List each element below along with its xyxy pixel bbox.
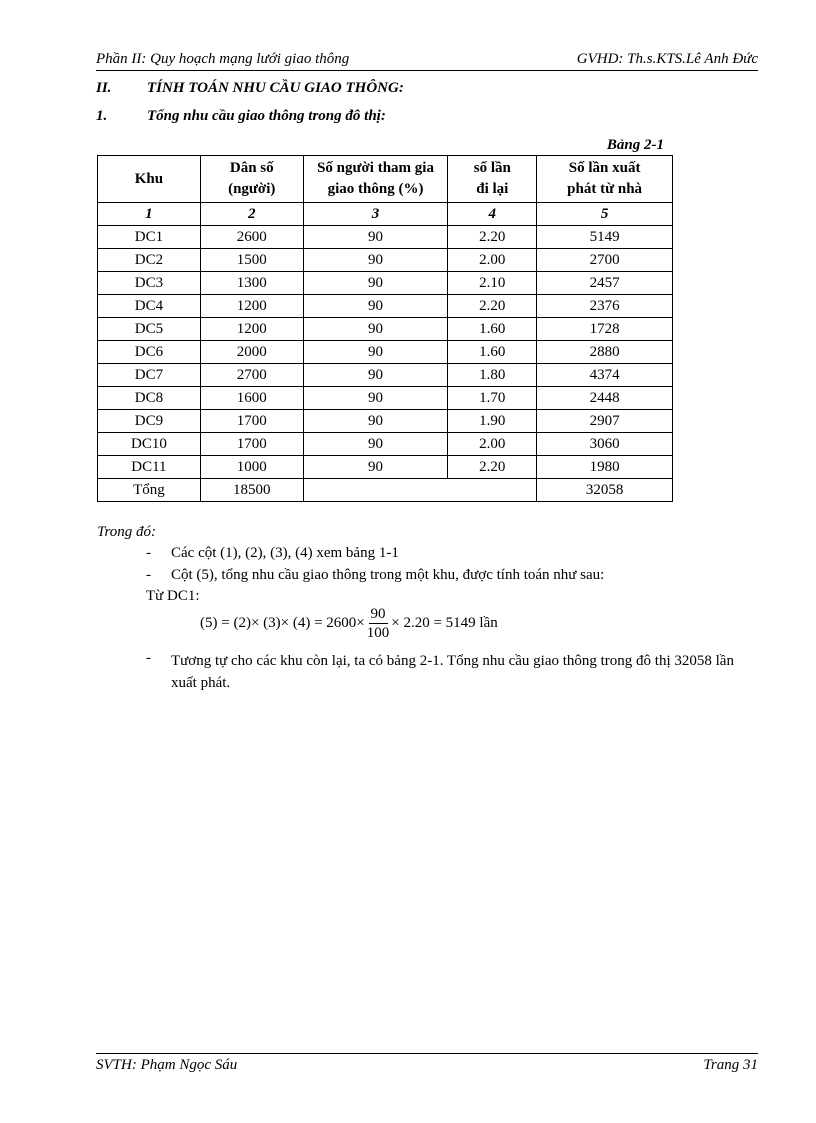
header-khu: Khu (98, 156, 201, 203)
section-title: TÍNH TOÁN NHU CẦU GIAO THÔNG: (147, 80, 404, 96)
header-trip-rate: số lần đi lại (448, 156, 537, 203)
table-cell: 5149 (537, 226, 673, 249)
table-row (98, 272, 673, 295)
traffic-demand-table (97, 155, 673, 502)
subsection-title: Tổng nhu cầu giao thông trong đô thị: (147, 108, 386, 124)
table-cell: 1700 (200, 410, 303, 433)
table-cell: 90 (303, 318, 448, 341)
table-cell: DC10 (98, 433, 201, 456)
formula-left: (5) = (2)× (3)× (4) = 2600× (200, 614, 365, 631)
table-cell: 2600 (200, 226, 303, 249)
table-cell: 2880 (537, 341, 673, 364)
table-row (98, 387, 673, 410)
header-rule (96, 70, 758, 71)
total-population: 18500 (200, 479, 303, 502)
formula (200, 603, 498, 643)
table-caption: Bảng 2-1 (606, 137, 664, 153)
header-population: Dân số (người) (200, 156, 303, 203)
table-cell: 90 (303, 226, 448, 249)
header-left: Phần II: Quy hoạch mạng lưới giao thông (96, 51, 350, 67)
note-bullet-3: Tương tự cho các khu còn lại, ta có bảng 2-1. Tổng nhu cầu giao thông trong đô thị 32058 lần xuất phát. (171, 653, 734, 691)
index-cell: 4 (448, 203, 537, 226)
table-cell: 1.60 (448, 318, 537, 341)
table-cell: 1000 (200, 456, 303, 479)
table-cell: 1.90 (448, 410, 537, 433)
table-cell: DC1 (98, 226, 201, 249)
index-cell: 3 (303, 203, 448, 226)
table-cell: 2.20 (448, 295, 537, 318)
table-cell: 3060 (537, 433, 673, 456)
header-right: GVHD: Th.s.KTS.Lê Anh Đức (576, 51, 758, 67)
table-index-row (98, 203, 673, 226)
table-row (98, 433, 673, 456)
formula-right: × 2.20 = 5149 lần (391, 614, 498, 631)
table-cell: 2907 (537, 410, 673, 433)
index-cell: 2 (200, 203, 303, 226)
table-cell: 2.20 (448, 456, 537, 479)
table-row (98, 364, 673, 387)
table-cell: 1.70 (448, 387, 537, 410)
bullet-dash: - (146, 650, 151, 666)
table-cell: 90 (303, 410, 448, 433)
table-cell: DC4 (98, 295, 201, 318)
index-cell: 1 (98, 203, 201, 226)
total-label: Tổng (98, 479, 201, 502)
footer-right: Trang 31 (703, 1057, 758, 1073)
total-trips: 32058 (537, 479, 673, 502)
table-row (98, 456, 673, 479)
table-cell: 1200 (200, 295, 303, 318)
table-cell: 1600 (200, 387, 303, 410)
table-row (98, 295, 673, 318)
table-cell: DC6 (98, 341, 201, 364)
table-cell: 2700 (200, 364, 303, 387)
bullet-dash: - (146, 567, 151, 583)
table-cell: DC2 (98, 249, 201, 272)
table-cell: 1980 (537, 456, 673, 479)
table-row (98, 341, 673, 364)
formula-numerator: 90 (370, 605, 386, 622)
table-cell: 90 (303, 387, 448, 410)
note-from-dc1: Từ DC1: (146, 588, 200, 604)
table-cell: 1200 (200, 318, 303, 341)
table-row (98, 226, 673, 249)
table-cell: DC7 (98, 364, 201, 387)
table-cell: 90 (303, 364, 448, 387)
table-cell: DC9 (98, 410, 201, 433)
table-cell: 2457 (537, 272, 673, 295)
table-cell: DC8 (98, 387, 201, 410)
table-cell: DC11 (98, 456, 201, 479)
index-cell: 5 (537, 203, 673, 226)
table-cell: 90 (303, 341, 448, 364)
note-bullet-2: Cột (5), tổng nhu cầu giao thông trong một khu, được tính toán như sau: (171, 567, 605, 583)
formula-denominator: 100 (366, 624, 390, 641)
notes-title: Trong đó: (97, 524, 157, 540)
table-cell: 1.80 (448, 364, 537, 387)
subsection-number: 1. (96, 108, 108, 124)
footer-rule (96, 1053, 758, 1054)
table-cell: 2376 (537, 295, 673, 318)
table-cell: 90 (303, 295, 448, 318)
table-cell: 1300 (200, 272, 303, 295)
table-row (98, 318, 673, 341)
table-cell: DC3 (98, 272, 201, 295)
table-cell: 2700 (537, 249, 673, 272)
section-number: II. (96, 80, 112, 96)
table-cell: 1728 (537, 318, 673, 341)
total-empty (303, 479, 537, 502)
table-cell: 90 (303, 456, 448, 479)
table-cell: 90 (303, 249, 448, 272)
formula-fraction (367, 605, 390, 642)
table-cell: 4374 (537, 364, 673, 387)
table-cell: 1500 (200, 249, 303, 272)
table-cell: 2.20 (448, 226, 537, 249)
table-cell: 1.60 (448, 341, 537, 364)
table-cell: 2.00 (448, 249, 537, 272)
note-bullet-1: Các cột (1), (2), (3), (4) xem bảng 1-1 (171, 545, 399, 561)
table-cell: 90 (303, 433, 448, 456)
table-cell: 2.00 (448, 433, 537, 456)
table-total-row (98, 479, 673, 502)
table-cell: 2448 (537, 387, 673, 410)
table-cell: 1700 (200, 433, 303, 456)
footer-left: SVTH: Phạm Ngọc Sáu (96, 1057, 238, 1073)
bullet-dash: - (146, 545, 151, 561)
table-cell: 2.10 (448, 272, 537, 295)
table-row (98, 410, 673, 433)
table-header-row (98, 156, 673, 203)
table-row (98, 249, 673, 272)
header-participation: Số người tham gia giao thông (%) (303, 156, 448, 203)
table-cell: 90 (303, 272, 448, 295)
header-trips-from-home: Số lần xuất phát từ nhà (537, 156, 673, 203)
table-cell: DC5 (98, 318, 201, 341)
table-cell: 2000 (200, 341, 303, 364)
